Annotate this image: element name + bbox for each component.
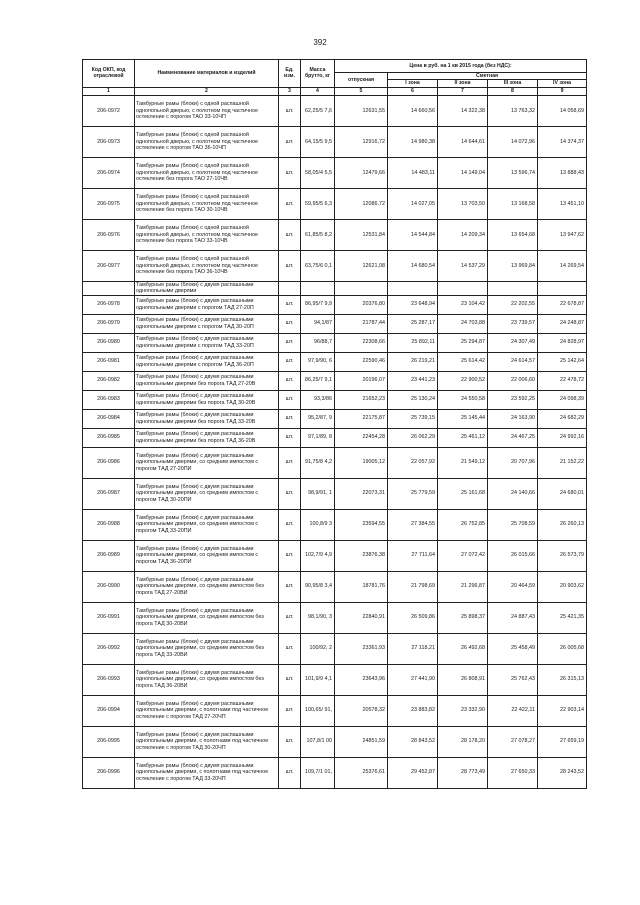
cell-zone-2-price: 28 178,20 <box>438 726 488 757</box>
column-number: 8 <box>488 87 538 95</box>
cell-zone-3-price: 14 072,96 <box>488 126 538 157</box>
cell-mass: 58,05/4 5,5 <box>301 157 335 188</box>
cell-name: Тамбурные рамы (блоки) с двумя распашными однопольными дверями, со средним импостом без порога ТАД 27-20ВИ <box>135 571 279 602</box>
cell-name: Тамбурные рамы (блоки) с двумя распашными однопольными дверями, со средним импостом с порогом ТАД 36-20ПИ <box>135 540 279 571</box>
cell-mass: 100,8/9 3 <box>301 509 335 540</box>
cell-zone-2-price: 23 332,90 <box>438 695 488 726</box>
cell-empty <box>335 281 388 295</box>
cell-zone-3-price: 25 762,43 <box>488 664 538 695</box>
table-row <box>83 509 587 540</box>
cell-code: 206-0977 <box>83 250 135 281</box>
cell-zone-3-price: 23 739,57 <box>488 314 538 333</box>
cell-zone-1-price: 23 648,94 <box>388 295 438 314</box>
header-mass: Масса брутто, кг <box>301 60 335 88</box>
cell-zone-3-price: 22 422,11 <box>488 695 538 726</box>
table-row <box>83 157 587 188</box>
cell-name: Тамбурные рамы (блоки) с одной распашной однопольной дверью, с полотном под частичное остекление без порога ТАО 36-10ЧВ <box>135 250 279 281</box>
cell-release-price: 23643,96 <box>335 664 388 695</box>
cell-zone-4-price: 14 058,69 <box>538 95 587 126</box>
cell-unit: шт. <box>279 664 301 695</box>
cell-name: Тамбурные рамы (блоки) с одной распашной однопольной дверью, с полотном под частичное остекление без порога ТАО 33-10ЧВ <box>135 219 279 250</box>
cell-zone-1-price: 27 711,64 <box>388 540 438 571</box>
cell-release-price: 12086,72 <box>335 188 388 219</box>
cell-unit: шт. <box>279 447 301 478</box>
cell-zone-4-price: 21 152,22 <box>538 447 587 478</box>
cell-zone-3-price: 23 592,25 <box>488 390 538 409</box>
cell-zone-2-price: 25 145,44 <box>438 409 488 428</box>
cell-zone-2-price: 13 703,50 <box>438 188 488 219</box>
cell-zone-2-price: 26 808,91 <box>438 664 488 695</box>
cell-unit: шт. <box>279 726 301 757</box>
cell-zone-2-price: 26 492,68 <box>438 633 488 664</box>
cell-release-price: 19005,12 <box>335 447 388 478</box>
cell-unit: шт. <box>279 295 301 314</box>
header-price-title: Цена в руб. на 1 кв 2015 года (без НДС): <box>335 60 587 73</box>
cell-mass: 95,2/87, 9 <box>301 409 335 428</box>
table-header <box>83 60 587 96</box>
cell-zone-1-price: 26 509,86 <box>388 602 438 633</box>
cell-zone-1-price: 14 980,38 <box>388 126 438 157</box>
column-number: 2 <box>135 87 279 95</box>
cell-code: 206-0993 <box>83 664 135 695</box>
cell-release-price: 12916,72 <box>335 126 388 157</box>
header-estimate: Сметная <box>388 73 587 80</box>
cell-code: 206-0991 <box>83 602 135 633</box>
page-number: 392 <box>313 38 327 47</box>
cell-mass: 100/92, 2 <box>301 633 335 664</box>
cell-name: Тамбурные рамы (блоки) с двумя распашными однопольными дверями, со средним импостом с порогом ТАД 30-20ПИ <box>135 478 279 509</box>
cell-zone-3-price: 24 163,90 <box>488 409 538 428</box>
cell-unit: шт. <box>279 757 301 788</box>
cell-unit: шт. <box>279 314 301 333</box>
cell-release-price: 23361,93 <box>335 633 388 664</box>
cell-release-price: 22308,66 <box>335 333 388 352</box>
cell-zone-3-price: 13 763,32 <box>488 95 538 126</box>
cell-zone-1-price: 23 441,23 <box>388 371 438 390</box>
table-row <box>83 295 587 314</box>
price-table <box>82 59 587 789</box>
cell-zone-4-price: 13 888,43 <box>538 157 587 188</box>
cell-zone-2-price: 24 550,58 <box>438 390 488 409</box>
cell-zone-3-price: 22 006,60 <box>488 371 538 390</box>
cell-code: 206-0992 <box>83 633 135 664</box>
cell-zone-4-price: 25 142,64 <box>538 352 587 371</box>
cell-zone-4-price: 26 260,13 <box>538 509 587 540</box>
cell-zone-3-price: 25 458,49 <box>488 633 538 664</box>
cell-empty <box>279 281 301 295</box>
cell-mass: 93,3/86 <box>301 390 335 409</box>
cell-release-price: 12479,66 <box>335 157 388 188</box>
header-release: отпускная <box>335 73 388 88</box>
section-row <box>83 281 587 295</box>
cell-code: 206-0973 <box>83 126 135 157</box>
cell-name: Тамбурные рамы (блоки) с одной распашной однопольной дверью, с полотном под частичное остекление с порогом ТАО 33-10ЧП <box>135 95 279 126</box>
cell-code: 206-0972 <box>83 95 135 126</box>
cell-code: 206-0983 <box>83 390 135 409</box>
cell-zone-2-price: 27 072,42 <box>438 540 488 571</box>
table-row <box>83 333 587 352</box>
table-row <box>83 188 587 219</box>
cell-mass: 101,9/9 4,1 <box>301 664 335 695</box>
cell-zone-1-price: 28 843,52 <box>388 726 438 757</box>
column-number: 4 <box>301 87 335 95</box>
cell-name: Тамбурные рамы (блоки) с двумя распашными однопольными дверями с порогом ТАД 30-20П <box>135 314 279 333</box>
cell-zone-1-price: 27 118,21 <box>388 633 438 664</box>
cell-zone-3-price: 27 650,33 <box>488 757 538 788</box>
cell-zone-4-price: 14 374,37 <box>538 126 587 157</box>
cell-release-price: 24851,59 <box>335 726 388 757</box>
cell-zone-3-price: 24 307,49 <box>488 333 538 352</box>
table-row <box>83 409 587 428</box>
cell-name: Тамбурные рамы (блоки) с одной распашной однопольной дверью, с полотном под частичное остекление без порога ТАО 30-10ЧВ <box>135 188 279 219</box>
cell-zone-1-price: 27 384,55 <box>388 509 438 540</box>
cell-zone-3-price: 24 467,25 <box>488 428 538 447</box>
cell-unit: шт. <box>279 571 301 602</box>
cell-zone-1-price: 25 130,24 <box>388 390 438 409</box>
cell-release-price: 20376,80 <box>335 295 388 314</box>
table-row <box>83 250 587 281</box>
cell-empty <box>538 281 587 295</box>
cell-zone-1-price: 26 219,21 <box>388 352 438 371</box>
cell-mass: 63,75/6 0,1 <box>301 250 335 281</box>
table-row <box>83 95 587 126</box>
cell-mass: 102,7/9 4,9 <box>301 540 335 571</box>
cell-zone-4-price: 26 005,68 <box>538 633 587 664</box>
cell-zone-4-price: 24 248,87 <box>538 314 587 333</box>
cell-zone-4-price: 28 243,52 <box>538 757 587 788</box>
cell-code: 206-0978 <box>83 295 135 314</box>
cell-name: Тамбурные рамы (блоки) с двумя распашными однопольными дверями без порога ТАД 27-20В <box>135 371 279 390</box>
cell-name: Тамбурные рамы (блоки) с двумя распашными однопольными дверями с порогом ТАД 27-20П <box>135 295 279 314</box>
cell-zone-3-price: 13 654,68 <box>488 219 538 250</box>
cell-code: 206-0981 <box>83 352 135 371</box>
cell-zone-3-price: 13 596,74 <box>488 157 538 188</box>
cell-name: Тамбурные рамы (блоки) с двумя распашными однопольными дверями без порога ТАД 33-20В <box>135 409 279 428</box>
cell-name: Тамбурные рамы (блоки) с двумя распашными однопольными дверями без порога ТАД 36-20В <box>135 428 279 447</box>
cell-zone-3-price: 26 015,66 <box>488 540 538 571</box>
cell-zone-2-price: 21 549,12 <box>438 447 488 478</box>
cell-unit: шт. <box>279 695 301 726</box>
cell-zone-1-price: 14 680,54 <box>388 250 438 281</box>
table-row <box>83 540 587 571</box>
cell-empty <box>83 281 135 295</box>
cell-release-price: 18781,76 <box>335 571 388 602</box>
cell-zone-1-price: 14 483,11 <box>388 157 438 188</box>
cell-code: 206-0990 <box>83 571 135 602</box>
cell-zone-4-price: 20 903,62 <box>538 571 587 602</box>
cell-mass: 62,25/5 7,6 <box>301 95 335 126</box>
cell-zone-4-price: 25 421,35 <box>538 602 587 633</box>
cell-code: 206-0982 <box>83 371 135 390</box>
cell-zone-2-price: 14 322,38 <box>438 95 488 126</box>
cell-unit: шт. <box>279 390 301 409</box>
table-row <box>83 428 587 447</box>
cell-release-price: 12631,55 <box>335 95 388 126</box>
cell-name: Тамбурные рамы (блоки) с одной распашной однопольной дверью, с полотном под частичное остекление с порогом ТАО 36-10ЧП <box>135 126 279 157</box>
cell-release-price: 22454,28 <box>335 428 388 447</box>
cell-zone-4-price: 22 478,72 <box>538 371 587 390</box>
cell-unit: шт. <box>279 428 301 447</box>
cell-zone-2-price: 14 209,34 <box>438 219 488 250</box>
header-name: Наименование материалов и изделий <box>135 60 279 88</box>
cell-code: 206-0975 <box>83 188 135 219</box>
cell-zone-4-price: 13 451,10 <box>538 188 587 219</box>
cell-zone-2-price: 21 296,87 <box>438 571 488 602</box>
cell-name: Тамбурные рамы (блоки) с двумя распашными однопольными дверями, со средним импостом с порогом ТАД 27-20ПИ <box>135 447 279 478</box>
cell-code: 206-0976 <box>83 219 135 250</box>
cell-name: Тамбурные рамы (блоки) с одной распашной однопольной дверью, с полотном под частичное остекление без порога ТАО 27-10ЧВ <box>135 157 279 188</box>
cell-release-price: 22073,31 <box>335 478 388 509</box>
header-zone-4: IV зона <box>538 80 587 87</box>
cell-release-price: 20196,07 <box>335 371 388 390</box>
cell-unit: шт. <box>279 371 301 390</box>
cell-release-price: 23876,38 <box>335 540 388 571</box>
cell-zone-2-price: 22 900,52 <box>438 371 488 390</box>
cell-zone-1-price: 29 452,87 <box>388 757 438 788</box>
column-number: 3 <box>279 87 301 95</box>
cell-mass: 86,25/7 9,1 <box>301 371 335 390</box>
cell-mass: 97,1/89, 8 <box>301 428 335 447</box>
cell-mass: 109,7/1 01, <box>301 757 335 788</box>
cell-zone-1-price: 22 057,92 <box>388 447 438 478</box>
cell-zone-1-price: 23 883,82 <box>388 695 438 726</box>
cell-unit: шт. <box>279 633 301 664</box>
cell-release-price: 12621,08 <box>335 250 388 281</box>
cell-code: 206-0979 <box>83 314 135 333</box>
cell-zone-4-price: 26 573,79 <box>538 540 587 571</box>
cell-zone-2-price: 24 703,88 <box>438 314 488 333</box>
cell-zone-4-price: 14 269,54 <box>538 250 587 281</box>
cell-unit: шт. <box>279 126 301 157</box>
table-row <box>83 757 587 788</box>
cell-zone-1-price: 26 062,29 <box>388 428 438 447</box>
cell-mass: 61,85/5 8,2 <box>301 219 335 250</box>
cell-mass: 98,1/90, 3 <box>301 602 335 633</box>
cell-release-price: 25376,61 <box>335 757 388 788</box>
cell-empty <box>301 281 335 295</box>
cell-zone-3-price: 24 614,57 <box>488 352 538 371</box>
table-row <box>83 219 587 250</box>
header-zone-1: I зона <box>388 80 438 87</box>
cell-zone-1-price: 14 544,84 <box>388 219 438 250</box>
cell-zone-2-price: 25 161,68 <box>438 478 488 509</box>
cell-release-price: 22175,87 <box>335 409 388 428</box>
table-row <box>83 371 587 390</box>
cell-code: 206-0974 <box>83 157 135 188</box>
cell-zone-2-price: 14 537,29 <box>438 250 488 281</box>
cell-mass: 64,15/5 9,5 <box>301 126 335 157</box>
table-row <box>83 726 587 757</box>
table-row <box>83 126 587 157</box>
cell-code: 206-0996 <box>83 757 135 788</box>
cell-mass: 90,95/8 3,4 <box>301 571 335 602</box>
table-row <box>83 571 587 602</box>
table-row <box>83 314 587 333</box>
cell-zone-1-price: 14 027,05 <box>388 188 438 219</box>
header-zone-3: III зона <box>488 80 538 87</box>
cell-zone-4-price: 13 947,62 <box>538 219 587 250</box>
cell-code: 206-0994 <box>83 695 135 726</box>
table-row <box>83 478 587 509</box>
cell-zone-4-price: 24 098,39 <box>538 390 587 409</box>
cell-zone-3-price: 20 707,96 <box>488 447 538 478</box>
cell-code: 206-0987 <box>83 478 135 509</box>
cell-zone-1-price: 14 660,56 <box>388 95 438 126</box>
cell-zone-2-price: 26 752,85 <box>438 509 488 540</box>
cell-name: Тамбурные рамы (блоки) с двумя распашными однопольными дверями, с полотнами под частичное остекление с порогом ТАД 30-20ЧП <box>135 726 279 757</box>
cell-release-price: 23594,55 <box>335 509 388 540</box>
cell-mass: 107,8/1 00 <box>301 726 335 757</box>
cell-release-price: 22590,46 <box>335 352 388 371</box>
cell-name: Тамбурные рамы (блоки) с двумя распашными однопольными дверями, с полотнами под частичное остекление с порогом ТАД 27-20ЧП <box>135 695 279 726</box>
cell-zone-2-price: 14 644,61 <box>438 126 488 157</box>
column-number: 5 <box>335 87 388 95</box>
cell-mass: 59,95/5 6,3 <box>301 188 335 219</box>
cell-mass: 86,95/7 9,9 <box>301 295 335 314</box>
cell-zone-4-price: 24 682,29 <box>538 409 587 428</box>
cell-unit: шт. <box>279 478 301 509</box>
cell-code: 206-0989 <box>83 540 135 571</box>
table-row <box>83 633 587 664</box>
cell-name: Тамбурные рамы (блоки) с двумя распашными однопольными дверями, со средним импостом без порога ТАД 33-20ВИ <box>135 633 279 664</box>
table-body <box>83 95 587 788</box>
cell-zone-1-price: 25 287,17 <box>388 314 438 333</box>
cell-mass: 94,1/87 <box>301 314 335 333</box>
cell-name: Тамбурные рамы (блоки) с двумя распашными однопольными дверями с порогом ТАД 36-20П <box>135 352 279 371</box>
cell-unit: шт. <box>279 188 301 219</box>
header-unit: Ед. изм. <box>279 60 301 88</box>
cell-mass: 97,9/90, 6 <box>301 352 335 371</box>
cell-name: Тамбурные рамы (блоки) с двумя распашными однопольными дверями, со средним импостом без порога ТАД 36-20ВИ <box>135 664 279 695</box>
cell-mass: 100,65/ 91, <box>301 695 335 726</box>
column-number: 7 <box>438 87 488 95</box>
cell-zone-2-price: 28 773,49 <box>438 757 488 788</box>
cell-zone-2-price: 25 461,12 <box>438 428 488 447</box>
cell-code: 206-0985 <box>83 428 135 447</box>
cell-zone-3-price: 22 202,55 <box>488 295 538 314</box>
cell-code: 206-0988 <box>83 509 135 540</box>
cell-unit: шт. <box>279 409 301 428</box>
cell-zone-4-price: 22 678,87 <box>538 295 587 314</box>
cell-unit: шт. <box>279 250 301 281</box>
cell-unit: шт. <box>279 333 301 352</box>
section-title: Тамбурные рамы (блоки) с двумя распашными однопольными дверями <box>135 281 279 295</box>
table-row <box>83 447 587 478</box>
cell-mass: 96/88,7 <box>301 333 335 352</box>
cell-name: Тамбурные рамы (блоки) с двумя распашными однопольными дверями с порогом ТАД 33-20П <box>135 333 279 352</box>
cell-release-price: 21787,44 <box>335 314 388 333</box>
cell-empty <box>388 281 438 295</box>
cell-zone-4-price: 24 680,01 <box>538 478 587 509</box>
column-number: 6 <box>388 87 438 95</box>
cell-zone-4-price: 24 828,97 <box>538 333 587 352</box>
cell-zone-1-price: 25 892,11 <box>388 333 438 352</box>
cell-unit: шт. <box>279 509 301 540</box>
cell-zone-3-price: 27 078,27 <box>488 726 538 757</box>
cell-code: 206-0984 <box>83 409 135 428</box>
cell-unit: шт. <box>279 219 301 250</box>
cell-zone-2-price: 25 294,87 <box>438 333 488 352</box>
cell-zone-2-price: 23 104,42 <box>438 295 488 314</box>
cell-empty <box>438 281 488 295</box>
header-code: Код ОКП, код отраслевой <box>83 60 135 88</box>
table-row <box>83 602 587 633</box>
cell-zone-2-price: 14 149,04 <box>438 157 488 188</box>
cell-zone-4-price: 27 659,19 <box>538 726 587 757</box>
cell-release-price: 21652,23 <box>335 390 388 409</box>
cell-mass: 91,75/8 4,2 <box>301 447 335 478</box>
cell-code: 206-0986 <box>83 447 135 478</box>
cell-zone-4-price: 26 315,13 <box>538 664 587 695</box>
cell-unit: шт. <box>279 540 301 571</box>
column-number: 9 <box>538 87 587 95</box>
cell-zone-4-price: 22 903,14 <box>538 695 587 726</box>
cell-unit: шт. <box>279 95 301 126</box>
cell-empty <box>488 281 538 295</box>
table-row <box>83 664 587 695</box>
cell-zone-2-price: 25 614,42 <box>438 352 488 371</box>
cell-zone-3-price: 13 168,58 <box>488 188 538 219</box>
cell-zone-4-price: 24 992,16 <box>538 428 587 447</box>
cell-unit: шт. <box>279 352 301 371</box>
table-row <box>83 390 587 409</box>
cell-zone-3-price: 20 464,59 <box>488 571 538 602</box>
cell-zone-1-price: 25 779,59 <box>388 478 438 509</box>
column-number: 1 <box>83 87 135 95</box>
cell-zone-1-price: 21 798,69 <box>388 571 438 602</box>
cell-unit: шт. <box>279 157 301 188</box>
cell-release-price: 22840,91 <box>335 602 388 633</box>
cell-name: Тамбурные рамы (блоки) с двумя распашными однопольными дверями, со средним импостом без порога ТАД 30-20ВИ <box>135 602 279 633</box>
cell-code: 206-0995 <box>83 726 135 757</box>
cell-zone-3-price: 13 969,84 <box>488 250 538 281</box>
cell-unit: шт. <box>279 602 301 633</box>
table-row <box>83 695 587 726</box>
cell-mass: 98,9/91, 1 <box>301 478 335 509</box>
cell-name: Тамбурные рамы (блоки) с двумя распашными однопольными дверями, с полотнами под частичное остекление с порогом ТАД 33-20ЧП <box>135 757 279 788</box>
cell-zone-3-price: 24 887,43 <box>488 602 538 633</box>
cell-release-price: 20578,32 <box>335 695 388 726</box>
cell-zone-3-price: 24 140,66 <box>488 478 538 509</box>
cell-name: Тамбурные рамы (блоки) с двумя распашными однопольными дверями, со средним импостом с порогом ТАД 33-20ПИ <box>135 509 279 540</box>
table-row <box>83 352 587 371</box>
cell-code: 206-0980 <box>83 333 135 352</box>
cell-name: Тамбурные рамы (блоки) с двумя распашными однопольными дверями без порога ТАД 30-20В <box>135 390 279 409</box>
cell-zone-1-price: 27 441,90 <box>388 664 438 695</box>
header-zone-2: II зона <box>438 80 488 87</box>
cell-zone-2-price: 25 898,37 <box>438 602 488 633</box>
cell-zone-1-price: 25 739,15 <box>388 409 438 428</box>
column-number-row <box>83 87 587 95</box>
cell-release-price: 12531,84 <box>335 219 388 250</box>
cell-zone-3-price: 25 708,59 <box>488 509 538 540</box>
